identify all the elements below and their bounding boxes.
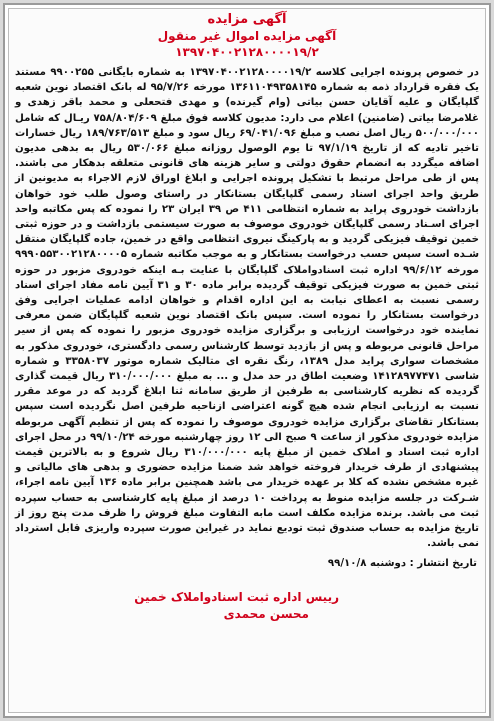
signature-name: محسن محمدی [223, 606, 309, 621]
notice-body: در خصوص پرونده اجرایی کلاسه ۱۳۹۷۰۴۰۰۲۱۲۸۰۰۰۰۱۹/۲ به شماره بایگانی ۹۹۰۰۲۵۵ مستند یک فقره قرارداد ذمه به شماره ۱۳۶۱۱۰۴۹۳۵۸۱۴۵ مورخه ۹۵/۷/۲۶ له بانک اقتصاد نوین شعبه گلپایگان و علیه آقایان حسن بیاتی (وام گیرنده) و مهدی فتحعلی و محمد باقر زهدی و غلامرضا بیاتی (ضامنین) اعلام می دارد: مدیون کلاسه فوق مبلغ ۷۵۸/۸۰۴/۶۰۹ ریـال که شامل ۵۰۰/۰۰۰/۰۰۰ ریال اصل نصب و مبلغ ۶۹/۰۴۱/۰۹۶ ریال سود و مبلغ ۱۸۹/۷۶۳/۵۱۳ ریال خسارات تاخیر تادیه که از تاریخ ۹۷/۱/۱۹ تا یوم الوصول روزانه مبلغ ۵۳۰/۰۶۶ ریال به بدهی مدیون اضافه میگردد به انضمام حقوق دولتی و سایر هزینه های قانونی متعلقه بدهکار می باشند. پس از طی مراحل مرتبط با تشکیل پرونده اجرایی و ابلاغ اوراق لازم الاجراء به مدیونین از طریق واحد اجرای اسناد رسمی گلپایگان بستانکار در راستای وصول طلب خود خواهان بازداشت خودروی پراید به شماره انتظامی ۴۱۱ ص ۳۹ ایران ۲۳ را نموده که پس مکاتبه واحد اجرای اسـناد رسمی گلپایگان خودروی موصوف به صورت سیستمی بازداشت و در حوزه ثبتی خمین توقیف فیزیکی گردید و به پارکینگ نیروی انتظامی واقع در خمین، جاده گلپایگان منتقل شـده است سپس حسب درخواست بستانکار و به موجب مکاتبه شماره ۹۹۹۰۵۵۳۰۰۲۱۲۸۰۰۰۰۵ مورخه ۹۹/۶/۱۲ اداره ثبت اسنادواملاک گلپایگان با عنایت بـه اینکه خودروی مزبور در حوزه ثبتی خمین به صورت فیزیکی توقیف گردیده برابر ماده ۳۰ و ۳۱ آیین نامه مفاد اجرای اسناد رسمی نسبت به اعطای نیابت به این اداره اقدام و خواهان ادامه عملیات اجرایی وفق درخواست بستانکار را نموده است. سپس بانک اقتصاد نوین شعبه گلپایگان ضمن معرفی نماینده خود درخواست ارزیابی و برگزاری مزایده خودروی مزبور را نموده که پس از سیر مراحل قانونی مربوطه و پس از بازدید توسط کارشناس رسمی دادگستری، خودروی مذکور به مشخصات سواری پراید مدل ۱۳۸۹، رنگ نقره ای متالیک شماره موتور ۳۳۵۸۰۳۷ و شماره شاسی ۱۴۱۲۸۹۷۷۴۷۱ وضعیت اطاق در حد مدل و ... به مبلغ ۳۱۰/۰۰۰/۰۰۰ ریال قیمت گذاری گردیده که نظریه کارشناسی به طرفین از طریق سامانه ثنا ابلاغ گردید که در موعد مقرر نسبت به ارزیابی انجام شده هیچ گونه اعتراضی ازناحیه طرفین اصل نگردیده است سپس بستانکار تقاضای برگزاری مزایده خودروی موصوف را نموده که پس از تنظیم آگهی مربوطه مزایده خودروی مذکور از ساعت ۹ صبح الی ۱۲ روز چهارشنبه مورخه ۹۹/۱۰/۲۴ در محل اجرای اداره ثبت اسناد و املاک خمین از مبلغ پایه ۳۱۰/۰۰۰/۰۰۰ ریال شروع و به بالاترین قیمت پیشنهادی از طرف خریدار فروخته خواهد شد ضمنا مزایده حضوری و بدهی های مالیاتی و غیره مشخص نشده که کلا بر عهده خریدار می باشد همچنین برابر ماده ۱۳۶ آیین نامه اجراء، شـرکت در جلسه مزایده منوط به پرداخت ۱۰ درصد از مبلغ پایه کارشناسی به حساب سپرده ثبت می باشد. برنده مزایده مکلف است مابه التفاوت مبلغ فروش را ظرف مدت پنج روز از تاریخ مزایده به حساب صندوق ثبت تودیع نماید در غیراین صورت سپرده واریزی قابل استرداد نمی باشد. [15, 67, 479, 550]
notice-title: آگهی مزایده [207, 12, 287, 27]
signature-block [5, 589, 489, 623]
notice-subtitle: آگهی مزایده اموال غیر منقول [157, 29, 337, 43]
notice-header [5, 11, 489, 60]
notice-code: ۱۳۹۷۰۴۰۰۲۱۲۸۰۰۰۰۱۹/۲ [175, 45, 319, 59]
publish-date: تاریخ انتشار : دوشنبه ۹۹/۱۰/۸ [327, 557, 477, 569]
signature-org: رییس اداره ثبت اسنادواملاک خمین [134, 589, 339, 604]
notice-page [3, 3, 491, 718]
